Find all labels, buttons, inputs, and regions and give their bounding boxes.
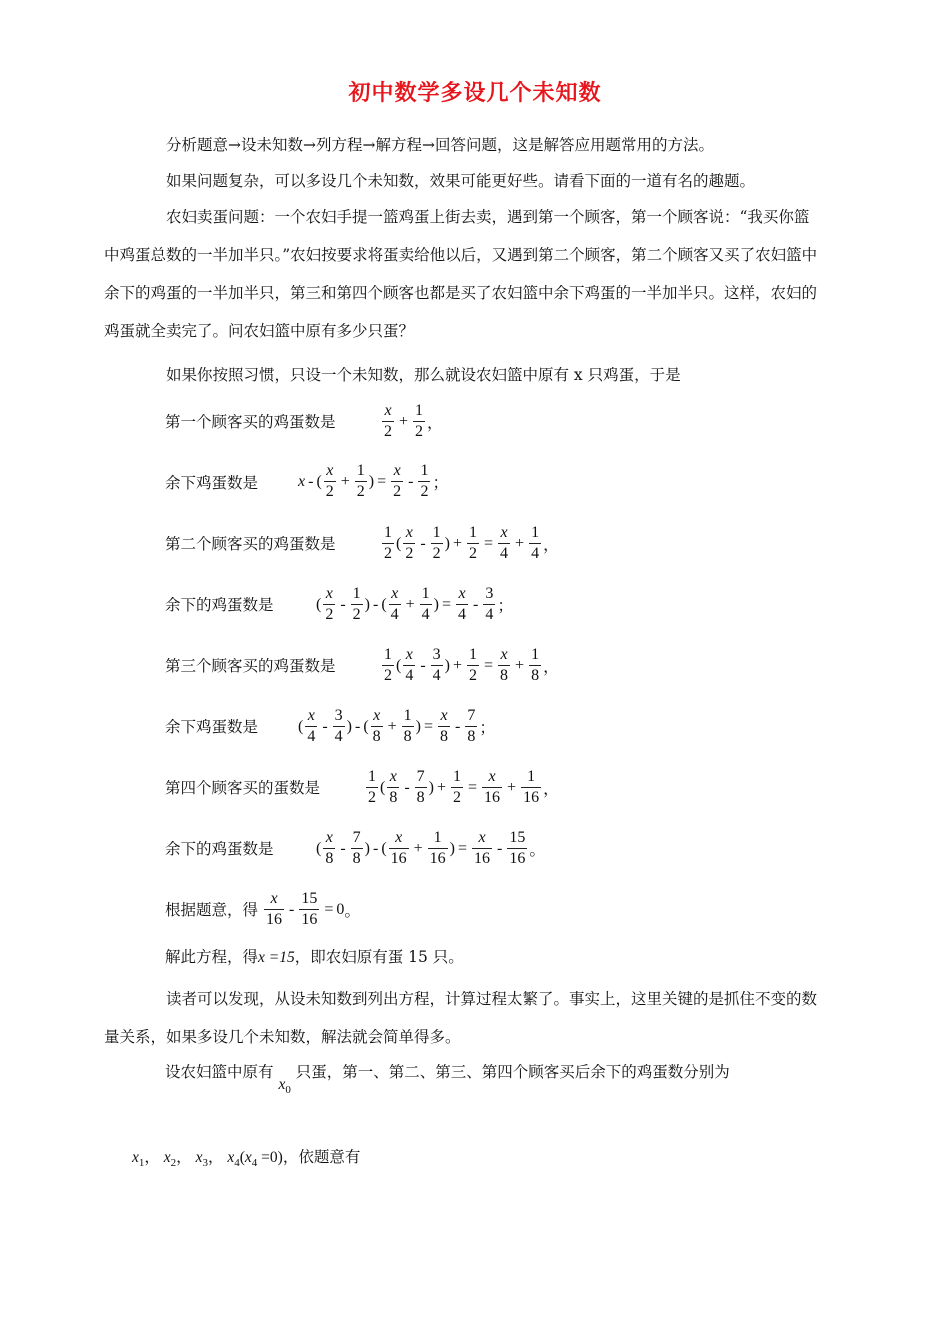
paragraph-6-a: 设农妇篮中原有 <box>165 1063 274 1081</box>
paragraph-4: 如果你按照习惯，只设一个未知数，那么就设农妇篮中原有 x 只鸡蛋，于是 <box>166 366 681 384</box>
solve-text: 解此方程，得 <box>165 948 259 966</box>
step-label-4: 余下的鸡蛋数是 <box>165 596 274 614</box>
paragraph-6 <box>165 1060 730 1096</box>
formula-4: ( $\frac{x}{2}$ - $\frac{1}{2}$ ) - ( $\frac{x}{4}$ + $\frac{1}{4}$ ) = $\frac{x}{4}$ - $\frac{3}{4}$ ； <box>316 585 514 623</box>
paragraph-1: 分析题意→设未知数→列方程→解方程→回答问题，这是解答应用题常用的方法。 <box>166 136 714 154</box>
step-label-6: 余下鸡蛋数是 <box>165 718 259 736</box>
formula-1: $\frac{x}{2}$ + $\frac{1}{2}$ ， <box>384 402 444 440</box>
solve-tail: ，即农妇原有蛋 15 只。 <box>294 948 464 966</box>
step-label-1: 第一个顾客买的鸡蛋数是 <box>165 413 336 431</box>
solve-line <box>165 945 464 967</box>
step-label-8: 余下的鸡蛋数是 <box>165 840 274 858</box>
formula-2: x - ( $\frac{x}{2}$ + $\frac{1}{2}$ ) = $\frac{x}{2}$ - $\frac{1}{2}$ ； <box>298 462 449 500</box>
formula-7: $\frac{1}{2}$ ( $\frac{x}{8}$ - $\frac{7}{8}$ ) + $\frac{1}{2}$ = $\frac{x}{16}$ + $\frac{1}{16}$ ， <box>368 768 560 806</box>
conclusion-label: 根据题意，得 <box>165 901 259 919</box>
step-label-5: 第三个顾客买的鸡蛋数是 <box>165 657 336 675</box>
page-title: 初中数学多设几个未知数 <box>348 80 602 106</box>
paragraph-7: $x_1$， $x_2$， $x_3$， $x_4(x_4 =0)$，依题意有 <box>132 1148 361 1169</box>
formula-5: $\frac{1}{2}$ ( $\frac{x}{4}$ - $\frac{3}{4}$ ) + $\frac{1}{2}$ = $\frac{x}{8}$ + $\frac{1}{8}$ ， <box>384 646 560 684</box>
paragraph-5: 读者可以发现，从设未知数到列出方程，计算过程太繁了。事实上，这里关键的是抓住不变的数量关系，如果多设几个未知数，解法就会简单得多。 <box>104 990 818 1046</box>
formula-6: ( $\frac{x}{4}$ - $\frac{3}{4}$ ) - ( $\frac{x}{8}$ + $\frac{1}{8}$ ) = $\frac{x}{8}$ - $\frac{7}{8}$ ； <box>298 707 496 745</box>
formula-3: $\frac{1}{2}$ ( $\frac{x}{2}$ - $\frac{1}{2}$ ) + $\frac{1}{2}$ = $\frac{x}{4}$ + $\frac{1}{4}$ ， <box>384 524 560 562</box>
formula-8: ( $\frac{x}{8}$ - $\frac{7}{8}$ ) - ( $\frac{x}{16}$ + $\frac{1}{16}$ ) = $\frac{x}{16}$ - $\frac{15}{16}$ 。 <box>316 829 546 867</box>
paragraph-7-tail: ，依题意有 <box>282 1148 361 1166</box>
formula-equation: $\frac{x}{16}$ - $\frac{15}{16}$ = 0 。 <box>266 890 361 928</box>
step-label-3: 第二个顾客买的鸡蛋数是 <box>165 535 336 553</box>
x0-symbol: $x_0$ <box>278 1076 291 1096</box>
paragraph-problem: 农妇卖蛋问题：一个农妇手提一篮鸡蛋上街去卖，遇到第一个顾客，第一个顾客说：“我买你篮中鸡蛋总数的一半加半只。”农妇按要求将蛋卖给他以后，又遇到第二个顾客，第二个顾客又买了农妇篮中余下的鸡蛋的一半加半只，第三和第四个顾客也都是买了农妇篮中余下鸡蛋的一半加半只。这样，农妇的鸡蛋就全卖完了。问农妇篮中原有多少只蛋？ <box>104 208 818 340</box>
paragraph-6-b: 只蛋，第一、第二、第三、第四个顾客买后余下的鸡蛋数分别为 <box>295 1063 730 1081</box>
step-label-2: 余下鸡蛋数是 <box>165 474 259 492</box>
step-label-7: 第四个顾客买的蛋数是 <box>165 779 321 797</box>
paragraph-2: 如果问题复杂，可以多设几个未知数，效果可能更好些。请看下面的一道有名的趣题。 <box>166 172 756 190</box>
solve-equation: x =15 <box>258 949 295 966</box>
